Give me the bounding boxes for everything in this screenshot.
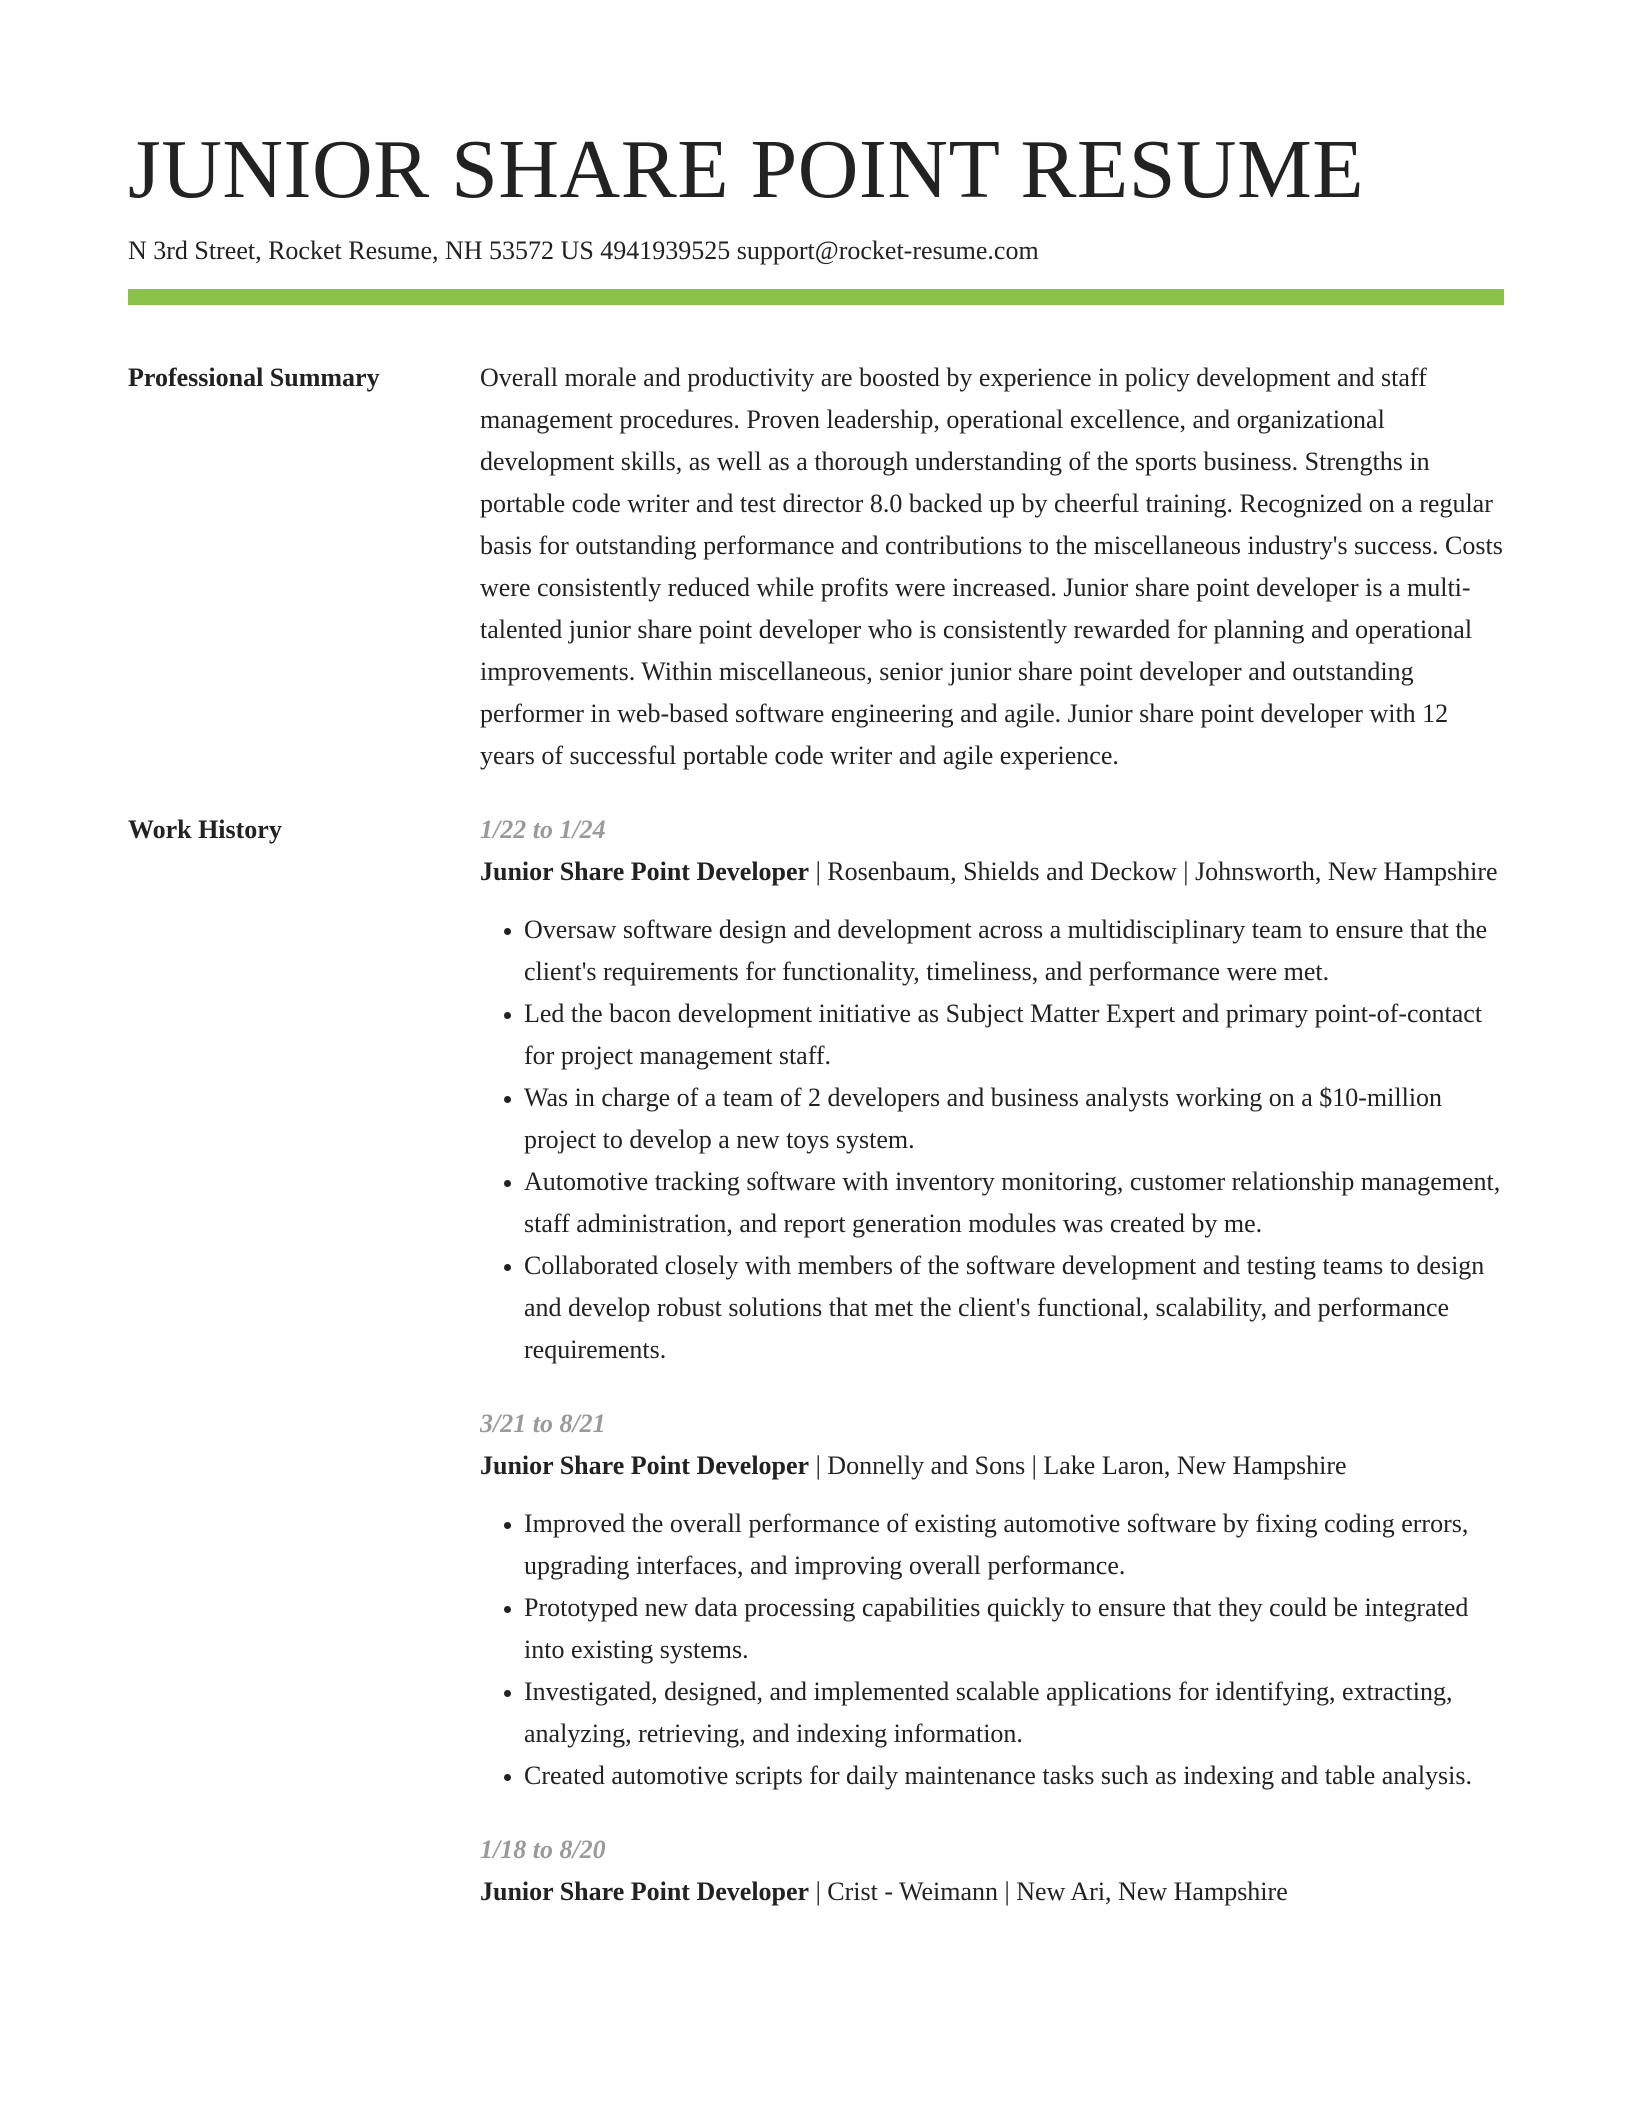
job-heading <box>480 1445 1504 1487</box>
contact-info: N 3rd Street, Rocket Resume, NH 53572 US 4941939525 support@rocket-resume.com <box>128 236 1039 265</box>
job-bullet: • Oversaw software design and development across a multidisciplinary team to ensure that the client's requirements for functionality, timeliness, and performance were met. <box>524 909 1504 993</box>
job-bullet: • Investigated, designed, and implemented scalable applications for identifying, extracting, analyzing, retrieving, and indexing information. <box>524 1671 1504 1755</box>
job-dates: 3/21 to 8/21 <box>480 1409 606 1438</box>
job-title: Junior Share Point Developer <box>480 1451 810 1480</box>
job-dates: 1/22 to 1/24 <box>480 815 606 844</box>
job-heading <box>480 1871 1504 1913</box>
job-bullet: • Led the bacon development initiative as Subject Matter Expert and primary point-of-contact for project management staff. <box>524 993 1504 1077</box>
job-entry <box>480 1829 1504 1913</box>
job-bullet: • Automotive tracking software with inventory monitoring, customer relationship management, staff administration, and report generation modules was created by me. <box>524 1161 1504 1245</box>
resume-page <box>128 0 1504 1945</box>
job-bullet-list <box>480 909 1504 1371</box>
job-employer-location: | Crist - Weimann | New Ari, New Hampshire <box>809 1877 1288 1906</box>
summary-body <box>480 357 1504 777</box>
job-bullet: • Was in charge of a team of 2 developers and business analysts working on a $10-million project to develop a new toys system. <box>524 1077 1504 1161</box>
job-bullet: • Collaborated closely with members of the software development and testing teams to design and develop robust solutions that met the client's functional, scalability, and performance requirements. <box>524 1245 1504 1371</box>
work-history-body <box>480 809 1504 1945</box>
job-bullet: • Improved the overall performance of existing automotive software by fixing coding errors, upgrading interfaces, and improving overall performance. <box>524 1503 1504 1587</box>
job-dates: 1/18 to 8/20 <box>480 1835 606 1864</box>
professional-summary-section <box>128 357 1504 777</box>
job-entry <box>480 809 1504 1371</box>
work-history-section <box>128 809 1504 1945</box>
job-employer-location: | Rosenbaum, Shields and Deckow | Johnsworth, New Hampshire <box>809 857 1498 886</box>
section-label-summary: Professional Summary <box>128 363 380 392</box>
job-bullet: • Prototyped new data processing capabilities quickly to ensure that they could be integrated into existing systems. <box>524 1587 1504 1671</box>
section-label-work-history: Work History <box>128 815 282 844</box>
job-bullet-list <box>480 1503 1504 1797</box>
header-divider <box>128 289 1504 305</box>
job-entry <box>480 1403 1504 1797</box>
resume-title: JUNIOR SHARE POINT RESUME <box>128 123 1365 216</box>
job-heading <box>480 851 1504 893</box>
job-bullet: • Created automotive scripts for daily maintenance tasks such as indexing and table analysis. <box>524 1755 1504 1797</box>
job-title: Junior Share Point Developer <box>480 857 810 886</box>
job-employer-location: | Donnelly and Sons | Lake Laron, New Hampshire <box>809 1451 1347 1480</box>
job-title: Junior Share Point Developer <box>480 1877 810 1906</box>
summary-text: Overall morale and productivity are boosted by experience in policy development and staff management procedures. Proven leadership, operational excellence, and organizational development skills, as well as a thorough understanding of the sports business. Strengths in portable code writer and test director 8.0 backed up by cheerful training. Recognized on a regular basis for outstanding performance and contributions to the miscellaneous industry's success. Costs were consistently reduced while profits were increased. Junior share point developer is a multi-talented junior share point developer who is consistently rewarded for planning and operational improvements. Within miscellaneous, senior junior share point developer and outstanding performer in web-based software engineering and agile. Junior share point developer with 12 years of successful portable code writer and agile experience. <box>480 363 1503 770</box>
